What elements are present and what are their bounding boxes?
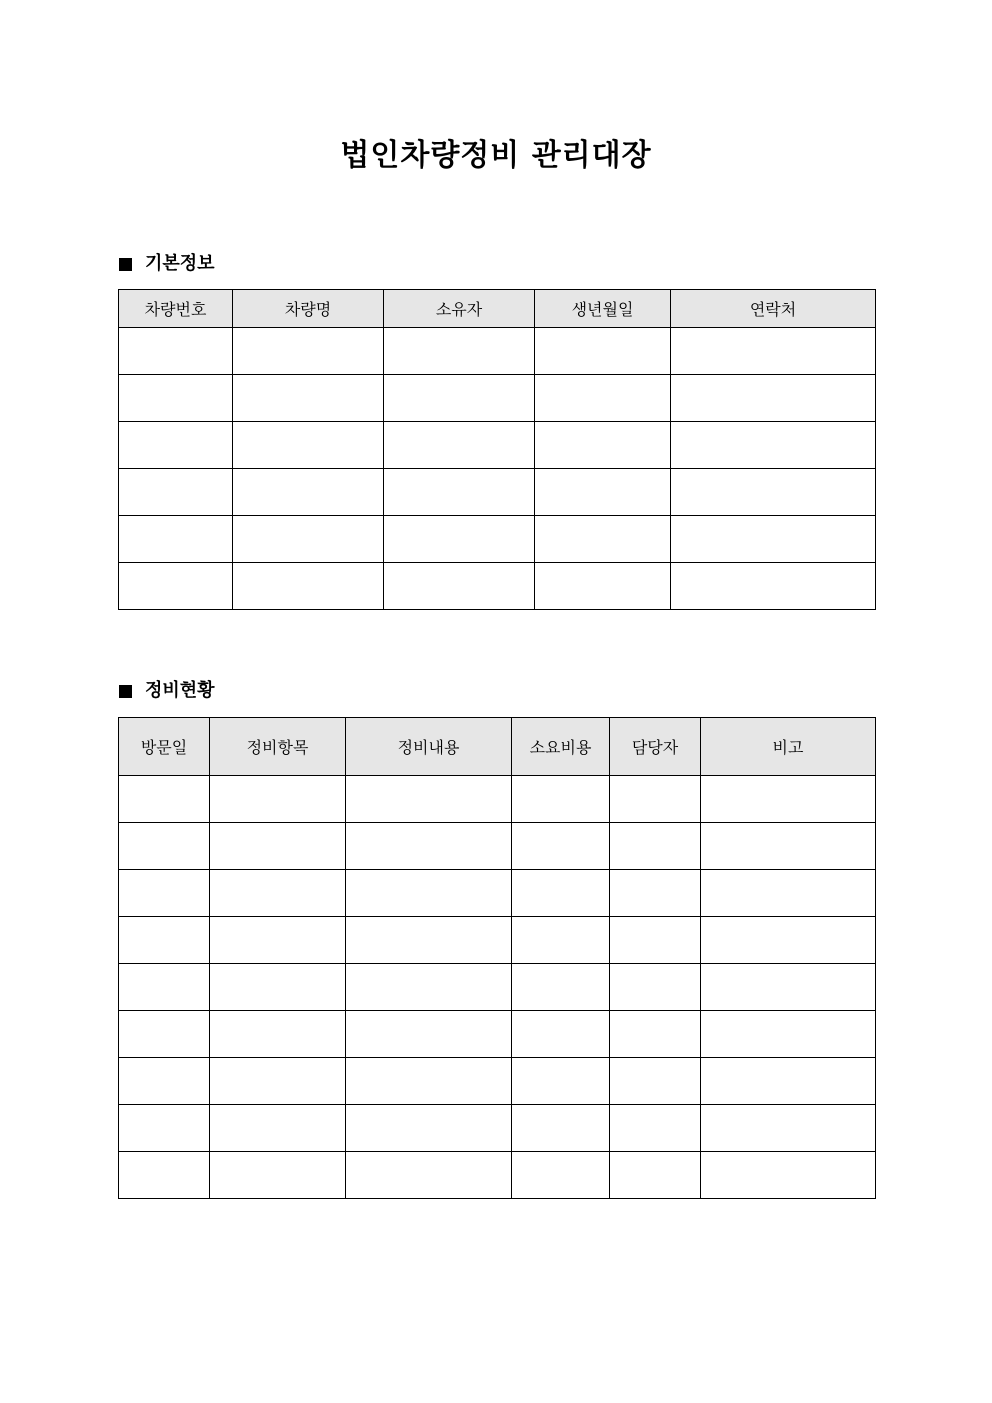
- table-cell[interactable]: [610, 1105, 701, 1152]
- square-bullet-icon: [119, 258, 132, 271]
- table-cell[interactable]: [512, 1058, 610, 1105]
- table-row: [119, 422, 876, 469]
- table-cell[interactable]: [384, 469, 535, 516]
- table-cell[interactable]: [610, 776, 701, 823]
- table-cell[interactable]: [119, 375, 233, 422]
- table-cell[interactable]: [610, 1058, 701, 1105]
- table-cell[interactable]: [701, 1011, 876, 1058]
- table-row: [119, 1058, 876, 1105]
- table-cell[interactable]: [346, 823, 512, 870]
- table-cell[interactable]: [610, 964, 701, 1011]
- table-row: [119, 1152, 876, 1199]
- table-cell[interactable]: [119, 328, 233, 375]
- table-cell[interactable]: [210, 964, 346, 1011]
- column-header: 비고: [701, 718, 876, 776]
- table-cell[interactable]: [535, 375, 671, 422]
- table-cell[interactable]: [210, 1011, 346, 1058]
- column-header: 방문일: [119, 718, 210, 776]
- column-header: 연락처: [671, 290, 876, 328]
- table-row: [119, 870, 876, 917]
- table-cell[interactable]: [119, 776, 210, 823]
- table-cell[interactable]: [346, 776, 512, 823]
- table-row: [119, 917, 876, 964]
- table-cell[interactable]: [119, 1011, 210, 1058]
- table-cell[interactable]: [701, 964, 876, 1011]
- table-cell[interactable]: [384, 422, 535, 469]
- square-bullet-icon: [119, 685, 132, 698]
- table-row: [119, 776, 876, 823]
- section-heading-label: 기본정보: [145, 253, 215, 274]
- table-cell[interactable]: [384, 375, 535, 422]
- table-cell[interactable]: [119, 1105, 210, 1152]
- table-cell[interactable]: [610, 823, 701, 870]
- table-row: [119, 964, 876, 1011]
- document-title: 법인차량정비 관리대장: [340, 138, 652, 173]
- table-cell[interactable]: [210, 917, 346, 964]
- table-row: [119, 469, 876, 516]
- table-cell[interactable]: [671, 375, 876, 422]
- table-cell[interactable]: [210, 823, 346, 870]
- table-cell[interactable]: [535, 563, 671, 610]
- table-cell[interactable]: [671, 563, 876, 610]
- table-row: [119, 563, 876, 610]
- table-cell[interactable]: [671, 469, 876, 516]
- table-cell[interactable]: [346, 917, 512, 964]
- table-header-row: [119, 718, 876, 776]
- table-cell[interactable]: [384, 516, 535, 563]
- table-cell[interactable]: [346, 964, 512, 1011]
- table-cell[interactable]: [512, 1152, 610, 1199]
- table-cell[interactable]: [610, 870, 701, 917]
- table-cell[interactable]: [119, 1152, 210, 1199]
- table-cell[interactable]: [701, 776, 876, 823]
- table-cell[interactable]: [610, 1011, 701, 1058]
- table-cell[interactable]: [701, 917, 876, 964]
- table-cell[interactable]: [210, 1105, 346, 1152]
- section-heading-basic-info: [119, 251, 215, 277]
- table-cell[interactable]: [119, 917, 210, 964]
- table-cell[interactable]: [233, 328, 384, 375]
- table-cell[interactable]: [512, 1011, 610, 1058]
- table-cell[interactable]: [210, 1058, 346, 1105]
- table-cell[interactable]: [233, 516, 384, 563]
- table-row: [119, 1011, 876, 1058]
- table-cell[interactable]: [119, 870, 210, 917]
- maintenance-table: [118, 717, 876, 1199]
- table-row: [119, 375, 876, 422]
- table-cell[interactable]: [701, 1152, 876, 1199]
- table-cell[interactable]: [210, 1152, 346, 1199]
- table-cell[interactable]: [512, 917, 610, 964]
- table-row: [119, 823, 876, 870]
- table-cell[interactable]: [119, 422, 233, 469]
- table-cell[interactable]: [384, 563, 535, 610]
- table-cell[interactable]: [233, 422, 384, 469]
- table-cell[interactable]: [671, 516, 876, 563]
- table-cell[interactable]: [701, 1105, 876, 1152]
- table-cell[interactable]: [210, 776, 346, 823]
- table-cell[interactable]: [119, 1058, 210, 1105]
- table-cell[interactable]: [701, 1058, 876, 1105]
- table-cell[interactable]: [346, 1058, 512, 1105]
- table-row: [119, 516, 876, 563]
- table-row: [119, 328, 876, 375]
- table-cell[interactable]: [119, 563, 233, 610]
- table-cell[interactable]: [346, 1152, 512, 1199]
- table-cell[interactable]: [701, 870, 876, 917]
- table-cell[interactable]: [512, 776, 610, 823]
- column-header: 소유자: [384, 290, 535, 328]
- table-cell[interactable]: [671, 328, 876, 375]
- table-cell[interactable]: [233, 563, 384, 610]
- table-cell[interactable]: [346, 870, 512, 917]
- column-header: 정비항목: [210, 718, 346, 776]
- table-cell[interactable]: [233, 375, 384, 422]
- table-cell[interactable]: [346, 1105, 512, 1152]
- table-cell[interactable]: [119, 823, 210, 870]
- column-header: 차량번호: [119, 290, 233, 328]
- table-cell[interactable]: [701, 823, 876, 870]
- table-cell[interactable]: [119, 516, 233, 563]
- table-cell[interactable]: [233, 469, 384, 516]
- table-cell[interactable]: [512, 964, 610, 1011]
- table-row: [119, 1105, 876, 1152]
- table-cell[interactable]: [535, 516, 671, 563]
- column-header: 담당자: [610, 718, 701, 776]
- table-cell[interactable]: [671, 422, 876, 469]
- column-header: 소요비용: [512, 718, 610, 776]
- table-cell[interactable]: [535, 469, 671, 516]
- column-header: 정비내용: [346, 718, 512, 776]
- column-header: 생년월일: [535, 290, 671, 328]
- table-cell[interactable]: [512, 870, 610, 917]
- table-cell[interactable]: [535, 328, 671, 375]
- table-cell[interactable]: [119, 964, 210, 1011]
- table-cell[interactable]: [210, 870, 346, 917]
- section-heading-label: 정비현황: [145, 680, 215, 701]
- table-cell[interactable]: [535, 422, 671, 469]
- section-heading-maintenance: [119, 678, 215, 704]
- table-cell[interactable]: [610, 1152, 701, 1199]
- table-cell[interactable]: [119, 469, 233, 516]
- table-cell[interactable]: [610, 917, 701, 964]
- table-header-row: [119, 290, 876, 328]
- table-cell[interactable]: [346, 1011, 512, 1058]
- table-cell[interactable]: [384, 328, 535, 375]
- basic-info-table: [118, 289, 876, 610]
- table-cell[interactable]: [512, 823, 610, 870]
- column-header: 차량명: [233, 290, 384, 328]
- table-cell[interactable]: [512, 1105, 610, 1152]
